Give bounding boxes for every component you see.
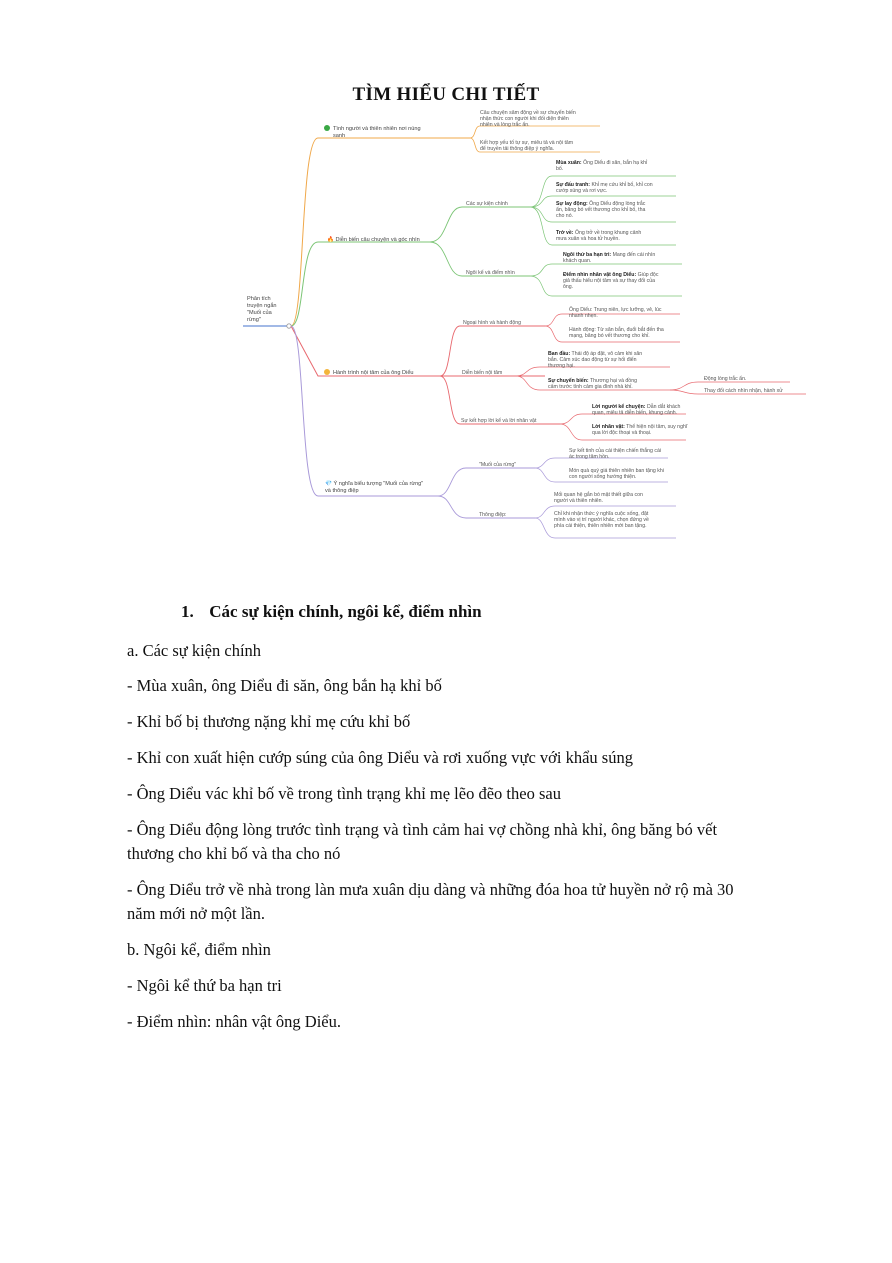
paragraph-line: a. Các sự kiện chính <box>127 641 262 660</box>
paragraph-line: - Mùa xuân, ông Diểu đi săn, ông bắn hạ khỉ bố <box>127 676 442 695</box>
branch3-sub2-label: Diễn biến nội tâm <box>462 370 503 376</box>
branch4-message-2: Chỉ khi nhận thức ý nghĩa cuộc sống, đặt mình vào vị trí người khác, chọn đứng về phía cái thiện, thiên nhiên mới ban tặng. <box>554 511 649 529</box>
page-title: TÌM HIỂU CHI TIẾT <box>352 84 540 105</box>
paragraph-line: - Điểm nhìn: nhân vật ông Diểu. <box>127 1012 342 1031</box>
branch4-message-1: Mối quan hệ gắn bó mật thiết giữa con người và thiên nhiên. <box>554 492 643 504</box>
branch3-voice-1: Lời người kể chuyện: Dẫn dắt khách quan, miêu tả diễn biến, khung cảnh. <box>592 404 681 416</box>
branch1-note-1: Câu chuyện sâm động về sự chuyển biến nhận thức con người khi đối diện thiên nhiên và lòng trắc ẩn. <box>480 110 576 128</box>
paragraph-line: - Ông Diểu trở về nhà trong làn mưa xuân dịu dàng và những đóa hoa tử huyền nở rộ mà 30 <box>127 880 734 899</box>
branch2-event-4: Trở về: Ông trở về trong khung cảnh mưa xuân và hoa tử huyền. <box>556 230 642 242</box>
branch2-event-2: Sự đấu tranh: Khỉ mẹ cứu khỉ bố, khỉ con cướp súng và rơi vực. <box>556 182 653 194</box>
mindmap-root: Phân tích truyện ngắn "Muối của rừng" <box>247 296 277 323</box>
branch4-sub2-label: Thông điệp: <box>479 512 507 518</box>
branch1-label: Tình người và thiên nhiên nơi núng sanh <box>333 126 421 139</box>
branch3-far-2: Thay đổi cách nhìn nhận, hành xử <box>704 388 783 394</box>
branch3-sub1-label: Ngoại hình và hành động <box>463 320 521 326</box>
branch4-symbol-1: Sự kết tinh của cái thiện chiến thắng cái ác trong tâm hồn. <box>569 448 662 460</box>
branch4-label: 💎 Ý nghĩa biểu tượng "Muối của rừng" và thông điệp <box>325 481 424 494</box>
branch1-note-2: Kết hợp yếu tố tự sự, miêu tả và nội tâm để truyền tải thông điệp ý nghĩa. <box>480 140 574 152</box>
branch3-appearance-2: Hành động: Từ săn bắn, đuổi bắt đến tha mạng, băng bó vết thương cho khỉ. <box>569 327 664 339</box>
paragraph-line: - Ông Diểu động lòng trước tình trạng và tình cảm hai vợ chồng nhà khỉ, ông băng bó vết <box>127 820 718 839</box>
branch2-label: 🔥 Diễn biến câu chuyện và góc nhìn <box>327 237 420 243</box>
section-number: 1. <box>181 602 194 621</box>
emoji-face-icon <box>324 369 330 375</box>
branch3-label: Hành trình nội tâm của ông Diểu <box>333 370 414 376</box>
paragraph-line: năm mới nở một lần. <box>127 904 265 923</box>
mind-map <box>0 0 892 560</box>
paragraph-line: - Ông Diểu vác khỉ bố về trong tình trạng khỉ mẹ lẽo đẽo theo sau <box>127 784 561 803</box>
paragraph-line: - Khỉ bố bị thương nặng khỉ mẹ cứu khỉ bố <box>127 712 411 731</box>
branch2-sub2-label: Ngôi kể và điểm nhìn <box>466 270 515 276</box>
branch2-sub1-label: Các sự kiện chính <box>466 201 508 207</box>
paragraph-line: b. Ngôi kể, điểm nhìn <box>127 940 271 959</box>
branch3-far-1: Động lòng trắc ẩn. <box>704 376 747 382</box>
paragraph-line: - Ngôi kể thứ ba hạn tri <box>127 976 282 995</box>
branch2-pov-2: Điểm nhìn nhân vật ông Diểu: Giúp độc giả thấu hiểu nội tâm và sự thay đổi của ông. <box>563 272 659 290</box>
paragraph-line: thương cho khỉ bố và tha cho nó <box>127 844 341 863</box>
paragraph-line: - Khỉ con xuất hiện cướp súng của ông Diểu và rơi xuống vực với khẩu súng <box>127 748 633 767</box>
branch2-event-3: Sự lay động: Ông Diểu động lòng trắc ẩn, băng bó vết thương cho khỉ bố, tha cho nó. <box>556 201 646 219</box>
branch2-pov-1: Ngôi thứ ba hạn tri: Mang đến cái nhìn khách quan. <box>563 252 656 264</box>
green-dot-icon <box>324 125 330 131</box>
branch3-sub3-label: Sự kết hợp lời kể và lời nhân vật <box>461 418 537 424</box>
branch2-event-1: Mùa xuân: Ông Diểu đi săn, bắn hạ khỉ bố. <box>556 160 648 172</box>
branch4-sub1-label: "Muối của rừng" <box>479 462 517 468</box>
branch3-inner-1: Ban đầu: Thái độ áp đặt, vô cảm khi săn bắn. Cảm xúc dao động từ sự hối điển thương hại. <box>548 351 643 369</box>
branch3-inner-2: Sự chuyển biến: Thương hại và đồng cảm trước tình cảm gia đình nhà khỉ. <box>548 378 637 390</box>
section-heading <box>181 602 482 622</box>
branch4-symbol-2: Món quà quý giá thiên nhiên ban tặng khi con người sống hướng thiện. <box>569 468 664 480</box>
section-heading-text: Các sự kiện chính, ngôi kể, điểm nhìn <box>209 602 482 621</box>
branch3-appearance-1: Ông Diểu: Trung niên, lực lưỡng, vẻ, lúc nhanh nhẹn. <box>569 307 662 319</box>
branch3-voice-2: Lời nhân vật: Thể hiện nội tâm, suy nghĩ qua lời độc thoại và thoại. <box>592 424 688 436</box>
